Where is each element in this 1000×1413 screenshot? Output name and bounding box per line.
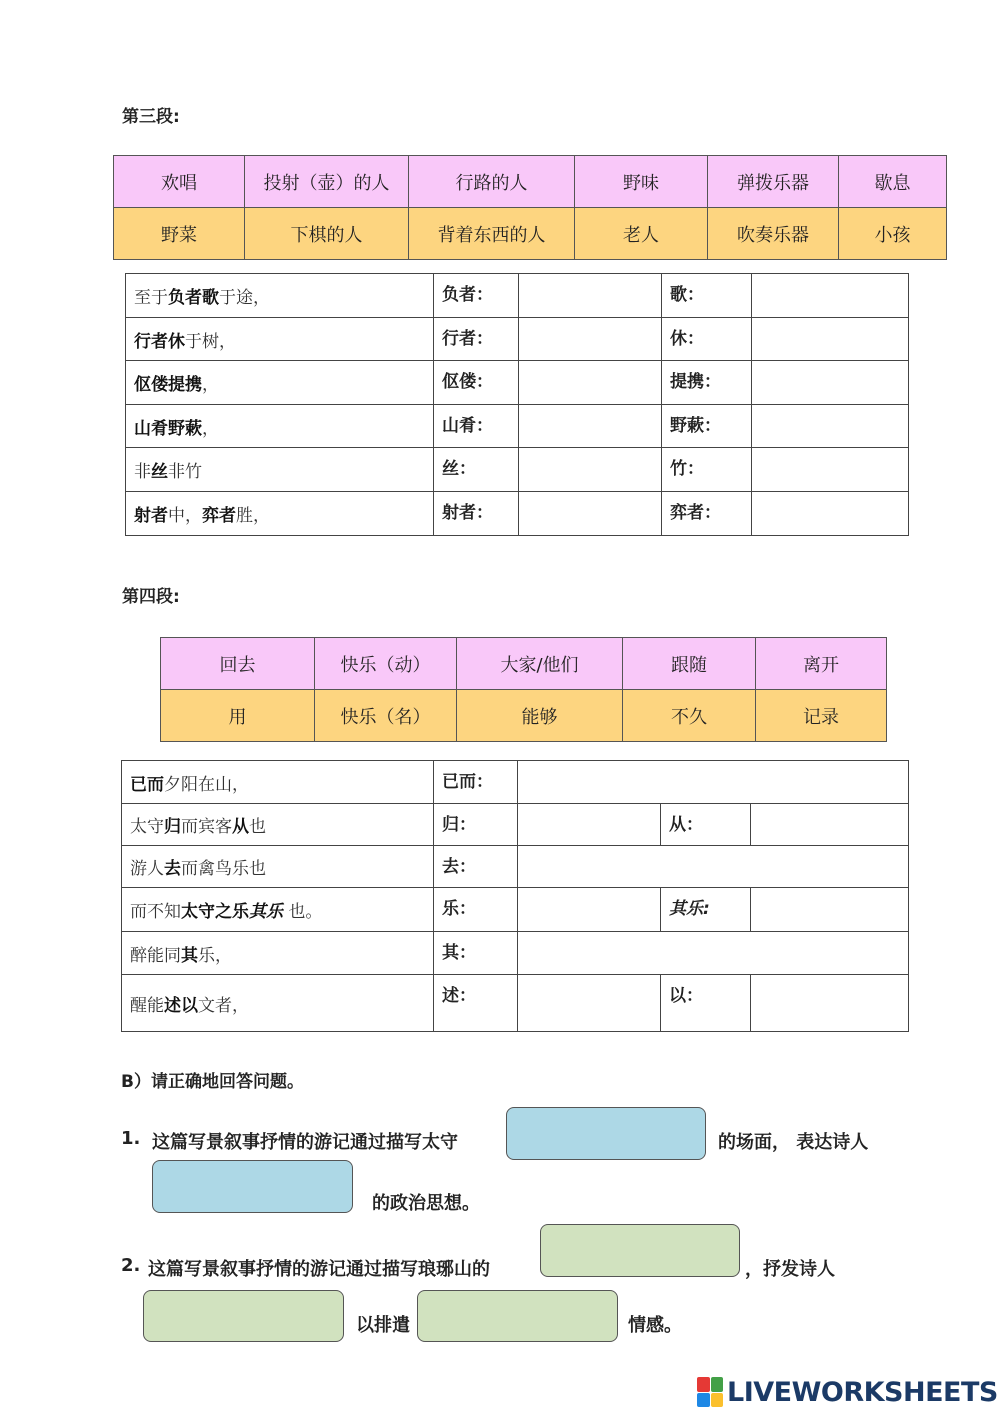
answer-field[interactable] — [751, 888, 909, 932]
answer-field[interactable] — [518, 846, 909, 888]
q2-text-b: ，抒发诗人 — [745, 1259, 835, 1280]
word-option[interactable]: 快乐（动） — [315, 638, 457, 690]
term-label: 以： — [661, 975, 751, 1032]
partb-heading: B）请正确地回答问题。 — [121, 1072, 304, 1092]
word-option[interactable]: 小孩 — [839, 208, 947, 260]
answer-field[interactable] — [518, 932, 909, 975]
term-label: 歌： — [662, 274, 752, 318]
sentence-cell: 而不知太守之乐其乐 也。 — [122, 888, 434, 932]
term-label: 弈者： — [662, 492, 752, 536]
q2-text-d: 情感。 — [628, 1315, 682, 1336]
section4-title: 第四段: — [122, 587, 180, 607]
q2-answer-box-2[interactable] — [143, 1290, 344, 1342]
term-label: 述： — [434, 975, 518, 1032]
term-label: 丝： — [434, 448, 519, 492]
q1-number: 1. — [121, 1128, 141, 1149]
section4-explain-table — [121, 760, 909, 1032]
answer-field[interactable] — [518, 975, 661, 1032]
word-option[interactable]: 记录 — [756, 690, 887, 742]
answer-field[interactable] — [752, 318, 909, 361]
word-option[interactable]: 欢唱 — [114, 156, 245, 208]
answer-field[interactable] — [519, 361, 662, 405]
term-label: 已而： — [434, 761, 518, 804]
term-label: 去： — [434, 846, 518, 888]
answer-field[interactable] — [518, 804, 661, 846]
answer-field[interactable] — [752, 274, 909, 318]
section4-word-bank — [160, 637, 887, 742]
word-option[interactable]: 歇息 — [839, 156, 947, 208]
section3-title: 第三段: — [122, 107, 180, 127]
word-option[interactable]: 弹拨乐器 — [708, 156, 839, 208]
answer-field[interactable] — [752, 492, 909, 536]
word-option[interactable]: 吹奏乐器 — [708, 208, 839, 260]
answer-field[interactable] — [518, 888, 661, 932]
word-option[interactable]: 回去 — [161, 638, 315, 690]
sentence-cell: 山肴野蔌， — [126, 405, 434, 448]
term-label: 从： — [661, 804, 751, 846]
liveworksheets-logo[interactable] — [697, 1375, 998, 1409]
logo-text: LIVEWORKSHEETS — [727, 1376, 998, 1408]
word-option[interactable]: 投射（壶）的人 — [245, 156, 409, 208]
answer-field[interactable] — [519, 274, 662, 318]
word-option[interactable]: 离开 — [756, 638, 887, 690]
term-label: 提携： — [662, 361, 752, 405]
answer-field[interactable] — [519, 405, 662, 448]
word-option[interactable]: 不久 — [623, 690, 756, 742]
sentence-cell: 醒能述以文者， — [122, 975, 434, 1032]
sentence-cell: 射者中，弈者胜， — [126, 492, 434, 536]
term-label: 行者： — [434, 318, 519, 361]
sentence-cell: 游人去而禽鸟乐也 — [122, 846, 434, 888]
answer-field[interactable] — [752, 448, 909, 492]
q2-answer-box-1[interactable] — [540, 1224, 740, 1277]
word-option[interactable]: 快乐（名） — [315, 690, 457, 742]
section3-word-bank — [113, 155, 947, 260]
q1-answer-box-2[interactable] — [152, 1160, 353, 1213]
word-option[interactable]: 老人 — [575, 208, 708, 260]
answer-field[interactable] — [519, 448, 662, 492]
term-label: 射者： — [434, 492, 519, 536]
q2-text-a: 这篇写景叙事抒情的游记通过描写琅琊山的 — [148, 1259, 490, 1280]
term-label: 归： — [434, 804, 518, 846]
word-option[interactable]: 背着东西的人 — [409, 208, 575, 260]
term-label: 休： — [662, 318, 752, 361]
word-option[interactable]: 行路的人 — [409, 156, 575, 208]
answer-field[interactable] — [519, 318, 662, 361]
word-option[interactable]: 下棋的人 — [245, 208, 409, 260]
term-label: 其乐: — [661, 888, 751, 932]
sentence-cell: 已而夕阳在山， — [122, 761, 434, 804]
term-label: 其： — [434, 932, 518, 975]
answer-field[interactable] — [751, 975, 909, 1032]
sentence-cell: 行者休于树， — [126, 318, 434, 361]
q2-text-c: 以排遣 — [356, 1315, 410, 1336]
word-option[interactable]: 用 — [161, 690, 315, 742]
term-label: 负者： — [434, 274, 519, 318]
sentence-cell: 太守归而宾客从也 — [122, 804, 434, 846]
answer-field[interactable] — [752, 405, 909, 448]
word-option[interactable]: 跟随 — [623, 638, 756, 690]
sentence-cell: 醉能同其乐， — [122, 932, 434, 975]
q2-number: 2. — [121, 1255, 141, 1276]
term-label: 山肴： — [434, 405, 519, 448]
logo-mark-icon — [697, 1377, 723, 1407]
answer-field[interactable] — [519, 492, 662, 536]
term-label: 野蔌： — [662, 405, 752, 448]
q1-text-c: 的政治思想。 — [372, 1193, 480, 1214]
answer-field[interactable] — [518, 761, 909, 804]
term-label: 竹： — [662, 448, 752, 492]
word-option[interactable]: 野菜 — [114, 208, 245, 260]
q1-text-a: 这篇写景叙事抒情的游记通过描写太守 — [152, 1132, 458, 1153]
word-option[interactable]: 野味 — [575, 156, 708, 208]
q1-text-b: 的场面， 表达诗人 — [718, 1132, 869, 1153]
q2-answer-box-3[interactable] — [417, 1290, 618, 1342]
q1-answer-box-1[interactable] — [506, 1107, 706, 1160]
word-option[interactable]: 大家/他们 — [457, 638, 623, 690]
section3-explain-table — [125, 273, 909, 536]
sentence-cell: 至于负者歌于途， — [126, 274, 434, 318]
sentence-cell: 非丝非竹 — [126, 448, 434, 492]
word-option[interactable]: 能够 — [457, 690, 623, 742]
sentence-cell: 伛偻提携， — [126, 361, 434, 405]
term-label: 伛偻： — [434, 361, 519, 405]
answer-field[interactable] — [751, 804, 909, 846]
term-label: 乐： — [434, 888, 518, 932]
answer-field[interactable] — [752, 361, 909, 405]
